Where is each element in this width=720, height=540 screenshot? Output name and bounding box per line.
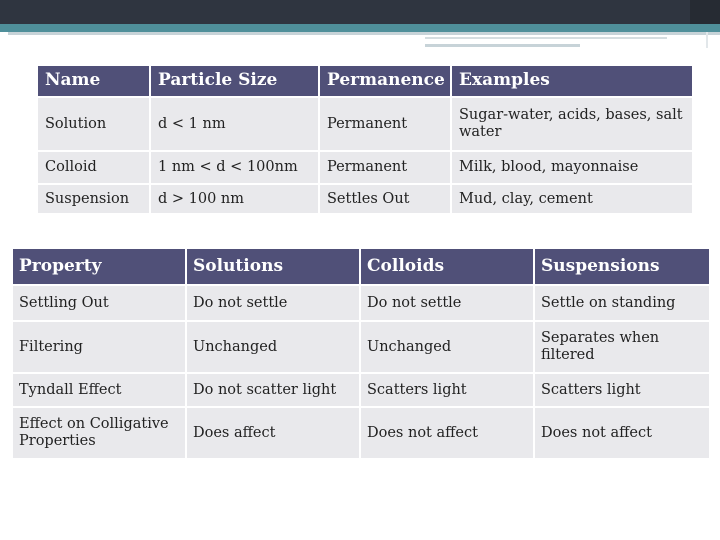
cell-solutions: Do not settle (186, 285, 360, 321)
top-dark-corner-block (690, 0, 720, 24)
cell-property: Effect on Colligative Properties (12, 407, 186, 459)
properties-table (11, 247, 711, 460)
cell-particle-size: d > 100 nm (150, 184, 319, 214)
table-row (12, 321, 710, 373)
cell-solutions: Do not scatter light (186, 373, 360, 407)
header-permanence: Permanence (319, 65, 451, 97)
cell-suspensions: Scatters light (534, 373, 710, 407)
header-property: Property (12, 248, 186, 285)
cell-solutions: Does affect (186, 407, 360, 459)
header-colloids: Colloids (360, 248, 534, 285)
cell-permanence: Settles Out (319, 184, 451, 214)
cell-name: Solution (37, 97, 150, 151)
table-row (37, 184, 693, 214)
header-examples: Examples (451, 65, 693, 97)
cell-property: Filtering (12, 321, 186, 373)
header-suspensions: Suspensions (534, 248, 710, 285)
decorative-line (425, 37, 667, 39)
cell-colloids: Do not settle (360, 285, 534, 321)
table-header-row (12, 248, 710, 285)
cell-suspensions: Settle on standing (534, 285, 710, 321)
header-name: Name (37, 65, 150, 97)
table-row (37, 151, 693, 184)
cell-colloids: Unchanged (360, 321, 534, 373)
top-dark-bar (0, 0, 720, 24)
cell-particle-size: d < 1 nm (150, 97, 319, 151)
cell-name: Suspension (37, 184, 150, 214)
table-row (12, 373, 710, 407)
cell-particle-size: 1 nm < d < 100nm (150, 151, 319, 184)
decorative-line (706, 32, 708, 48)
cell-examples: Mud, clay, cement (451, 184, 693, 214)
cell-examples: Sugar-water, acids, bases, salt water (451, 97, 693, 151)
cell-name: Colloid (37, 151, 150, 184)
table-row (12, 407, 710, 459)
cell-permanence: Permanent (319, 97, 451, 151)
cell-examples: Milk, blood, mayonnaise (451, 151, 693, 184)
cell-solutions: Unchanged (186, 321, 360, 373)
cell-permanence: Permanent (319, 151, 451, 184)
cell-colloids: Scatters light (360, 373, 534, 407)
table-header-row (37, 65, 693, 97)
cell-property: Tyndall Effect (12, 373, 186, 407)
cell-property: Settling Out (12, 285, 186, 321)
cell-colloids: Does not affect (360, 407, 534, 459)
cell-suspensions: Separates when filtered (534, 321, 710, 373)
decorative-line (425, 44, 580, 47)
table-row (12, 285, 710, 321)
cell-suspensions: Does not affect (534, 407, 710, 459)
particle-size-table (36, 64, 694, 215)
header-particle-size: Particle Size (150, 65, 319, 97)
decorative-line (8, 32, 720, 35)
table-row (37, 97, 693, 151)
top-teal-band (0, 24, 720, 32)
header-solutions: Solutions (186, 248, 360, 285)
